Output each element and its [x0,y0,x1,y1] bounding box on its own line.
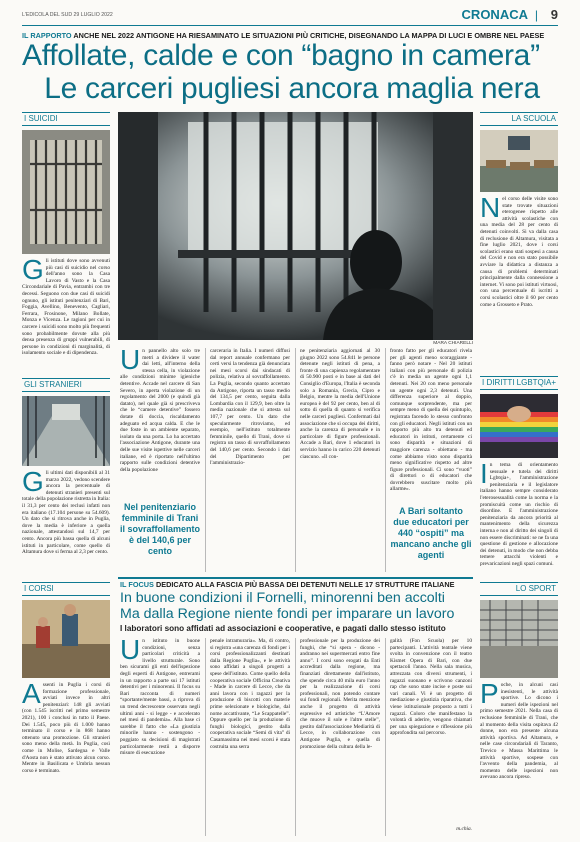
side-text-suicidi: Gli istituti dove sono avvenuti più casi di suicidio nel corso dell'anno sono la Casa Lavoro di Vasto e la Casa Circondariale di Pavia, entrambi con tre decessi. Seguono con due casi di suicidi ognuno, gli istituti penitenziari di Bari, Foggia, Avellino, Benevento, Cagliari, Ferrara, Frosinone, Milano Bollate, Monza e Vicenza. Le ragioni per cui in carcere i suicidi sono molto più frequenti sono probabilmente dovute alla più densa presenza di gruppi vulnerabili, di persone in condizioni di marginalità, di isolamento sociale e di dipendenza. [22,258,110,357]
photo-rainbow-hands [480,394,558,458]
side-label-suicidi: I SUICIDI [22,112,110,126]
column-divider [385,348,386,572]
column-divider [295,348,296,572]
section-rule [118,577,473,579]
dropcap: I [480,462,488,489]
side-label-scuola: LA SCUOLA [480,112,558,126]
kicker-text: ANCHE NEL 2022 ANTIGONE HA RIESAMINATO LE SITUAZIONI PIÙ CRITICHE, DISEGNANDO LA MAPPA DI LUCI E OMBRE NEL PAESE [71,31,545,40]
photo-classroom [480,130,558,192]
focus-col4: galità (Fon Scuola) per 10 partecipanti. L'attività teatrale viene svolta in convenzione con il teatro Kismet Opera di Bari, con due spettacoli l'anno. Nella sala musica, attrezzata con diversi strumenti, i ragazzi suonano e scrivono canzoni rap che sono state incise e poste sui vari canali. Vi è un progetto di mediazione e giustizia riparativa, che viene istituzionale proposto a tutti i ragazzi. Coloro che manifestano la volontà di aderire, vengono chiamati per una spiegazione e riflessione più approfondita sul percorso. [390,638,472,737]
kicker-label: IL RAPPORTO [22,31,72,40]
author-signature: m.chia. [456,826,472,832]
dropcap: G [22,470,44,497]
side-text-stranieri: Gli ultimi dati disponibili al 31 marzo 2022, vedono scendere ancora la percentuale di detenuti stranieri presenti sul totale della popolazione ristretta in Italia: il 31,3 per cento dei reclusi infatti non era italiano (17.104 persone su 54.609). Un dato che si ritrova anche in Puglia, dove la media è inferiore a quella nazionale, attestandosi sul 14,7 per cento. Ancora più bassa quella di alcuni istituti in particolare, come quello di Altamura dove si ferma al 2,3 per cento. [22,470,110,556]
headline-title-line1: Affollate, calde e con “bagno in camera” [22,39,540,72]
dropcap: G [22,258,44,285]
main-article-col4: fronto fatto per gli educatori rivela per gli agenti meno scoraggiante - fanno però notare - Nel 20 istituti italiani con più personale di polizia c'è in media un agente ogni 1,1 detenuti. Nei 20 con meno personale un agente ogni 2,3 detenuti. Una differenza superiore al doppio, comunque sorprendente, ma per sempre meno di quella dei quintuplo, registrata facendo lo stesso confronto con gli educatori. Negli istituti con un rapporto più alto tra detenuti ed educatori in istituti, certamente ci sono disparità e situazioni di maggiore carenza - obiettano - ma come abbiamo visto sono disparità meno significative rispetto ad altre figure professionali. Ci sono “vuoti” di direttori o di educatori che dovrebbero suscitare molto più allarme». [390,348,472,493]
dropcap: U [120,638,141,665]
column-divider [205,638,206,836]
pull-quote-bari: A Bari soltanto due educatori per 440 “ospiti” ma mancano anche gli agenti [390,506,472,560]
side-text-lgbt: In tema di orientamento sessuale e tutela dei diritti Lgbtqia+, l'amministrazione penitenziaria e il legislatore italiano hanno sempre considerato l'eterosessualità come la norma e la promiscuità come un rischio di disordine. E l'amministrazione penitenziaria da ancora priorità al mantenimento della sicurezza interna e non al diritto dei singoli di non essere discriminati: se ne fa una questione di gestione e allocazione dei detenuti, in modo che non debba temere attacchi violenti e prevaricazioni negli spazi comuni. [480,462,558,567]
side-text-sport: Poche, in alcuni casi inesistenti, le attività sportive. Lo dicono i numeri delle ispezioni nel primo semestre 2021. Nella casa di reclusione femminile di Trani, che al momento della visita ospitava 42 donne, non era presente alcuna attività sportiva. Ad Altamura, e nelle case circondariali di Taranto, Trevico e Massa Marittima le attività sportive, sospese con l'avvento della pandemia, al momento delle ispezioni non avevano ancora ripreso. [480,682,558,781]
masthead: L'EDICOLA DEL SUD 29 LUGLIO 2022 [22,12,113,18]
side-text-scuola: Nel corso delle visite sono state trovate situazioni eterogenee rispetto alle attività scolastiche con una media del 28 per cento di detenuti coinvolti. Si va dalla casa di reclusione di Altamura, visitata a fine luglio 2021, dove i corsi scolastici erano stati sospesi a causa del Covid e non era stato possibile avviare la didattica a distanza a causa di problemi determinati principalmente dalla connessione a internet. Vi sono poi istituti virtuosi, con una percentuale di iscritti a corsi scolastici oltre il 60 per cento come a Grosseto e Prato. [480,196,558,308]
column-divider [295,638,296,836]
header-separator: | [534,8,538,22]
headline-title-line2: Le carceri pugliesi ancora maglia nera [44,72,540,105]
focus-col3: professionale per la produzione dei funghi, che “si spera - dicono - andranno nei supermercati entro fine anno”. I corsi sono erogati da Enti accreditati dalla regione, ma finanziati direttamente dall'istituto, che spende circa 40 mila euro l'anno per la realizzazione di corsi professionali, non potendo contare sui fondi regionali. Merita menzione anche il progetto di attività espressive ed artistiche “L'Amore che muove il sole e l'altre stelle”, gestito dall'associazione Mediarità di Lecce, in collaborazione con Antigone Puglia, e quella di promozione della cultura della le- [300,638,380,750]
focus-kicker-label: IL FOCUS [120,580,154,589]
dropcap: N [480,196,501,223]
photo-prison-yard [480,600,558,678]
main-photo-prisoner-window [118,112,473,340]
side-label-corsi: I CORSI [22,582,110,596]
pull-quote-trani: Nel penitenziario femminile di Trani il sovraffollamento è del 140,6 per cento [120,502,201,556]
page-number: 9 [550,7,558,22]
column-divider [205,348,206,572]
focus-title-line2: Ma dalla Regione niente fondi per imparare un lavoro [120,606,455,622]
main-article-col2: carceraria in Italia. I numeri diffusi dal report annuale confermano per certi versi la tendenza già denunciata nei mesi scorsi dai sindacati di polizia, relativa al sovraffollamento. La Puglia, secondo quanto accertato da Antigone, riporta un tasso medio del 134,5 per cento, seguita dalla Lombardia con il 129,9, ben oltre la media nazionale che si attesta sul 107,7 per cento. Un dato che specularmente ritroviamo, ed esempio, nell'istituto totalmente femminile, quello di Trani, dove si registra un tasso di sovraffollamento del 140,6 per cento. Secondo i dati del Dipartimento per l'amministrazio- [210,348,290,467]
photo-prison-corridor [22,396,110,466]
dropcap: U [120,348,141,375]
side-label-sport: LO SPORT [480,582,558,596]
focus-kicker [120,580,470,589]
section-name: CRONACA [461,7,528,22]
focus-subtitle: I laboratori sono affidati ad associazioni e cooperative, e pagati dallo stesso istituto [120,624,446,633]
focus-title-line1: In buone condizioni il Fornelli, minorenni ben accolti [120,590,445,606]
focus-kicker-text: DEDICATO ALLA FASCIA PIÙ BASSA DEI DETENUTI NELLE 17 STRUTTURE ITALIANE [153,580,455,589]
dropcap: P [480,682,499,709]
column-divider [385,638,386,836]
side-label-lgbt: I DIRITTI LGBTQIA+ [480,376,558,390]
dropcap: A [22,682,41,709]
focus-col1: Un istituto in buone condizioni, senza particolari criticità a livello strutturale. Sono ben sicurami gli enti dell'ispezione degli esperti di Antigone, entrerami in un rapporto a parte sui 17 istituti detentivi per i minorenni. Il focus su Bari racconta di numeri “sportante/mente bassi, a riprova di un trend decrescente osservato negli ultimi anni - si legge - e accelerato nel mesi di pandemia». Alla base ci sarebbe il fatto che «La giustizia minorile hanno - sostengono - poggiato su decisioni di magistrati particolarmente restii a disporre misure di esecuzione [120,638,200,757]
main-article-col1: Un pannello alto solo tre metri a dividere il water dai letti, all'interno della stessa cella, in violazione alle condizioni minime igieniche detentive. Accade nel carcere di San Severo, in aperta violazione di un regolamento del 2000 (e quindi già datato), nel quale già si prescriveva che le “camere detentive” fossero dotate di doccia, riscaldamento adeguato ed acqua calda. E che le due foste in un ambiente separato, isolato da una porta. Lo ha accertato l'associazione Antigone, durante una delle sue visite ispettive nelle carceri italiane, ed è riportato nell'ultimo rapporto sulle condizioni detentive della popolazione [120,348,200,473]
photo-credit: MARA CHIARELLI [433,341,473,346]
focus-col2: penale intramuraria». Ma, di contro, si registra «una carenza di fondi per i corsi professionalizzanti destinati dalla Regione Puglia», e le attività sono affidati a singoli progetti a spese dell'istituto. Come quello della cooperativa sociale Officina Creativa - Made in carcere di Lecce, che da anni lavora con i ragazzi per la produzione di biscotti con materie prime selezionate e biologiche, dal nome accattivante, “Le Scappatelle”. Oppure quello per la produzione di funghi biologici, gestito dalla cooperativa sociale “Semi di vita” di Casamassima nei mesi scorsi è stata costruita una serra [210,638,290,750]
photo-workshop [22,600,110,678]
main-article-col3: ne penitenziaria aggiornati al 30 giugno 2022 sono 54.841 le persone detenute negli istituti di pena, a fronte di una capienza regolamentare di 50.900 posti e in base ai dati del Consiglio d'Europa, l'Italia è seconda solo a Romania, Grecia, Cipro e Belgio, mentre la media dell'Unione europea è del 92 per cento, ben al di sotto di quella di quanto si verifica nelle carceri pugliesi. Confermati dal associazione che si occupa dei diritti, anche la carenza di personale e in particolare di figure professionali. Accade a Bari, dove 1 educatori in servizio hanno in carico 220 detenuti ciascuno. «Il con- [300,348,380,460]
side-text-corsi: Assenti in Puglia i corsi di formazione professionale, avviati invece in altri penitenziari: 148 gli avviati (con 1.545 iscritti nel primo semestre 2021), 100 i conclusi in tutto il Paese. Dei 1.545, poco più di 1.000 hanno terminato il corso e in 868 hanno ottenuto una promozione. Gli stranieri sono meno della metà. In Puglia, così come in Molise, Sardegna e Valle d'Aosta non è stato attivato alcun corso. Mentre in Basilicata e Umbria nessun corso è terminato. [22,682,110,774]
side-label-stranieri: GLI STRANIERI [22,378,110,392]
page-header [22,6,558,26]
photo-cell-bars [22,130,110,254]
